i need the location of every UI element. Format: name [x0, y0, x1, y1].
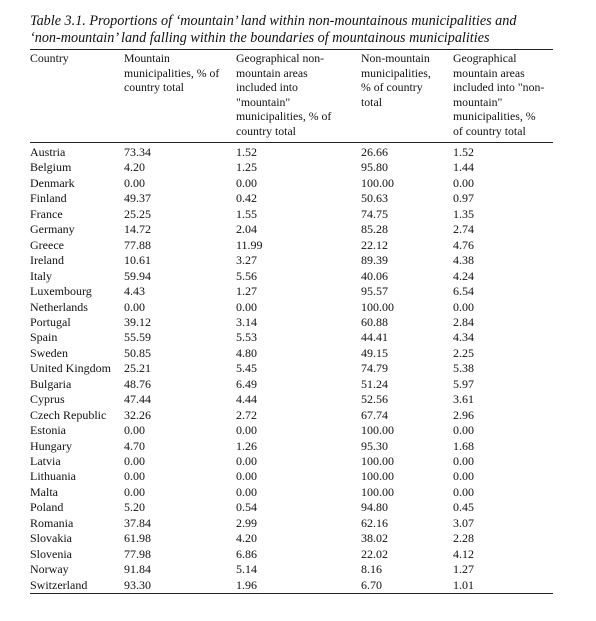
row-nonmountain-in-mountain-cell: 4.80	[236, 345, 257, 360]
row-nonmountain-municipalities-cell: 95.30	[361, 438, 388, 453]
row-nonmountain-municipalities-cell: 94.80	[361, 500, 388, 515]
header-line: municipalities, % of	[236, 109, 332, 124]
row-mountain-municipalities-cell: 39.12	[124, 314, 151, 329]
row-country-cell: Netherlands	[30, 299, 88, 314]
row-nonmountain-municipalities-cell: 67.74	[361, 407, 388, 422]
table-row	[0, 284, 596, 299]
header-country	[30, 51, 69, 66]
header-line: % of country	[361, 80, 423, 95]
row-mountain-in-nonmountain-cell: 1.01	[453, 577, 474, 592]
row-nonmountain-in-mountain-cell: 1.52	[236, 145, 257, 159]
row-country-cell: Slovenia	[30, 546, 72, 561]
header-line: of country total	[453, 123, 526, 138]
table-row	[0, 469, 596, 484]
row-nonmountain-municipalities-cell: 62.16	[361, 515, 388, 530]
row-country-cell: Hungary	[30, 438, 72, 453]
table-row	[0, 145, 596, 160]
table-row	[0, 578, 596, 593]
row-nonmountain-in-mountain-cell: 5.53	[236, 330, 257, 345]
row-nonmountain-in-mountain-cell: 0.00	[236, 484, 257, 499]
row-country-cell: Italy	[30, 268, 52, 283]
table-row	[0, 392, 596, 407]
row-mountain-municipalities-cell: 59.94	[124, 268, 151, 283]
caption-line-2: ‘non-mountain’ land falling within the boundaries of mountainous municipalities	[30, 30, 490, 46]
row-mountain-in-nonmountain-cell: 0.97	[453, 191, 474, 206]
table-row	[0, 423, 596, 438]
header-line: municipalities, % of	[124, 65, 220, 80]
header-nonmountain-in-mountain	[236, 51, 331, 139]
row-mountain-municipalities-cell: 49.37	[124, 191, 151, 206]
row-mountain-in-nonmountain-cell: 2.74	[453, 222, 474, 237]
header-line: Geographical	[453, 51, 517, 65]
header-mountain-municipalities	[124, 51, 219, 95]
row-nonmountain-in-mountain-cell: 5.56	[236, 268, 257, 283]
row-country-cell: Lithuania	[30, 469, 76, 484]
row-mountain-municipalities-cell: 14.72	[124, 222, 151, 237]
row-country-cell: Portugal	[30, 314, 71, 329]
table-row	[0, 160, 596, 175]
row-country-cell: United Kingdom	[30, 361, 111, 376]
row-nonmountain-in-mountain-cell: 1.25	[236, 160, 257, 175]
header-line: included into	[236, 80, 298, 95]
row-mountain-in-nonmountain-cell: 0.00	[453, 423, 474, 438]
header-line: Geographical non-	[236, 51, 325, 65]
row-nonmountain-municipalities-cell: 100.00	[361, 484, 394, 499]
header-line: total	[361, 94, 382, 109]
row-country-cell: Latvia	[30, 454, 61, 468]
row-nonmountain-in-mountain-cell: 1.96	[236, 577, 257, 592]
row-nonmountain-municipalities-cell: 100.00	[361, 299, 394, 314]
row-nonmountain-in-mountain-cell: 0.00	[236, 469, 257, 484]
table-row	[0, 269, 596, 284]
row-nonmountain-in-mountain-cell: 0.00	[236, 299, 257, 314]
row-mountain-municipalities-cell: 32.26	[124, 407, 151, 422]
table-row	[0, 300, 596, 315]
table-row	[0, 238, 596, 253]
row-country-cell: Norway	[30, 562, 69, 577]
table-row	[0, 516, 596, 531]
row-mountain-in-nonmountain-cell: 2.28	[453, 531, 474, 546]
table-row	[0, 361, 596, 376]
row-nonmountain-in-mountain-cell: 0.42	[236, 191, 257, 206]
row-mountain-municipalities-cell: 50.85	[124, 345, 151, 360]
row-mountain-municipalities-cell: 0.00	[124, 423, 145, 438]
row-nonmountain-in-mountain-cell: 0.00	[236, 423, 257, 438]
row-mountain-in-nonmountain-cell: 0.00	[453, 484, 474, 499]
row-mountain-in-nonmountain-cell: 2.84	[453, 314, 474, 329]
table-header-rule	[30, 142, 553, 143]
row-mountain-in-nonmountain-cell: 2.96	[453, 407, 474, 422]
row-nonmountain-in-mountain-cell: 0.54	[236, 500, 257, 515]
row-mountain-municipalities-cell: 73.34	[124, 145, 151, 159]
table-row	[0, 439, 596, 454]
row-nonmountain-in-mountain-cell: 0.00	[236, 175, 257, 190]
row-mountain-in-nonmountain-cell: 4.12	[453, 546, 474, 561]
row-mountain-in-nonmountain-cell: 0.00	[453, 175, 474, 190]
row-country-cell: Spain	[30, 330, 58, 345]
row-nonmountain-in-mountain-cell: 3.14	[236, 314, 257, 329]
row-country-cell: Czech Republic	[30, 407, 107, 422]
row-mountain-municipalities-cell: 55.59	[124, 330, 151, 345]
row-mountain-in-nonmountain-cell: 3.61	[453, 392, 474, 407]
table-row	[0, 408, 596, 423]
row-mountain-in-nonmountain-cell: 4.38	[453, 253, 474, 268]
row-mountain-in-nonmountain-cell: 5.97	[453, 376, 474, 391]
row-nonmountain-municipalities-cell: 89.39	[361, 253, 388, 268]
row-country-cell: Romania	[30, 515, 74, 530]
row-mountain-municipalities-cell: 48.76	[124, 376, 151, 391]
table-row	[0, 222, 596, 237]
table-row	[0, 253, 596, 268]
row-country-cell: Poland	[30, 500, 64, 515]
row-mountain-municipalities-cell: 0.00	[124, 469, 145, 484]
table-row	[0, 176, 596, 191]
row-country-cell: Austria	[30, 145, 66, 159]
row-mountain-municipalities-cell: 4.70	[124, 438, 145, 453]
table-caption	[30, 13, 575, 47]
header-line: Mountain	[124, 51, 170, 65]
row-nonmountain-municipalities-cell: 74.79	[361, 361, 388, 376]
row-nonmountain-municipalities-cell: 44.41	[361, 330, 388, 345]
row-mountain-municipalities-cell: 77.98	[124, 546, 151, 561]
row-nonmountain-in-mountain-cell: 2.72	[236, 407, 257, 422]
row-mountain-municipalities-cell: 5.20	[124, 500, 145, 515]
row-nonmountain-in-mountain-cell: 11.99	[236, 237, 263, 252]
header-mountain-in-nonmountain	[453, 51, 544, 139]
table-row	[0, 346, 596, 361]
table-row	[0, 377, 596, 392]
row-mountain-in-nonmountain-cell: 2.25	[453, 345, 474, 360]
row-mountain-municipalities-cell: 93.30	[124, 577, 151, 592]
row-mountain-municipalities-cell: 37.84	[124, 515, 151, 530]
row-mountain-in-nonmountain-cell: 0.00	[453, 299, 474, 314]
header-line: municipalities, %	[453, 109, 536, 124]
row-nonmountain-municipalities-cell: 22.02	[361, 546, 388, 561]
table-row	[0, 485, 596, 500]
row-country-cell: Bulgaria	[30, 376, 72, 391]
row-nonmountain-municipalities-cell: 95.57	[361, 284, 388, 299]
row-mountain-municipalities-cell: 4.20	[124, 160, 145, 175]
table-row	[0, 454, 596, 469]
row-nonmountain-in-mountain-cell: 1.55	[236, 206, 257, 221]
row-mountain-in-nonmountain-cell: 4.24	[453, 268, 474, 283]
row-nonmountain-in-mountain-cell: 3.27	[236, 253, 257, 268]
row-country-cell: Cyprus	[30, 392, 65, 407]
row-nonmountain-in-mountain-cell: 4.44	[236, 392, 257, 407]
row-mountain-municipalities-cell: 0.00	[124, 175, 145, 190]
header-line: Country	[30, 51, 69, 65]
header-line: mountain"	[453, 94, 503, 109]
row-nonmountain-municipalities-cell: 100.00	[361, 423, 394, 438]
row-mountain-in-nonmountain-cell: 1.35	[453, 206, 474, 221]
row-country-cell: Germany	[30, 222, 75, 237]
header-line: municipalities,	[361, 65, 431, 80]
header-line: "mountain"	[236, 94, 291, 109]
row-country-cell: Switzerland	[30, 577, 88, 592]
table-bottom-rule	[30, 593, 553, 594]
row-mountain-municipalities-cell: 25.21	[124, 361, 151, 376]
row-country-cell: Denmark	[30, 175, 75, 190]
row-country-cell: Estonia	[30, 423, 66, 438]
row-nonmountain-in-mountain-cell: 6.86	[236, 546, 257, 561]
table-row	[0, 562, 596, 577]
table-row	[0, 330, 596, 345]
row-nonmountain-in-mountain-cell: 2.99	[236, 515, 257, 530]
table-row	[0, 531, 596, 546]
header-line: included into "non-	[453, 80, 545, 95]
caption-line-1: Table 3.1. Proportions of ‘mountain’ land within non-mountainous municipalities and	[30, 13, 517, 29]
row-nonmountain-municipalities-cell: 50.63	[361, 191, 388, 206]
row-mountain-in-nonmountain-cell: 4.34	[453, 330, 474, 345]
row-mountain-municipalities-cell: 0.00	[124, 454, 145, 468]
table-row	[0, 547, 596, 562]
row-country-cell: Greece	[30, 237, 64, 252]
row-country-cell: Slovakia	[30, 531, 72, 546]
row-nonmountain-municipalities-cell: 26.66	[361, 145, 388, 159]
row-nonmountain-in-mountain-cell: 1.27	[236, 284, 257, 299]
row-nonmountain-municipalities-cell: 49.15	[361, 345, 388, 360]
row-nonmountain-municipalities-cell: 51.24	[361, 376, 388, 391]
header-line: country total	[124, 80, 184, 95]
row-mountain-in-nonmountain-cell: 0.45	[453, 500, 474, 515]
row-nonmountain-municipalities-cell: 6.70	[361, 577, 382, 592]
row-mountain-municipalities-cell: 10.61	[124, 253, 151, 268]
row-nonmountain-in-mountain-cell: 0.00	[236, 454, 257, 468]
row-mountain-in-nonmountain-cell: 0.00	[453, 469, 474, 484]
row-mountain-municipalities-cell: 0.00	[124, 484, 145, 499]
row-country-cell: Malta	[30, 484, 58, 499]
row-mountain-in-nonmountain-cell: 3.07	[453, 515, 474, 530]
header-nonmountain-municipalities	[361, 51, 431, 109]
row-mountain-municipalities-cell: 47.44	[124, 392, 151, 407]
header-line: country total	[236, 123, 296, 138]
table-row	[0, 315, 596, 330]
row-mountain-in-nonmountain-cell: 5.38	[453, 361, 474, 376]
header-line: mountain areas	[453, 65, 525, 80]
row-mountain-municipalities-cell: 77.88	[124, 237, 151, 252]
row-nonmountain-municipalities-cell: 100.00	[361, 454, 394, 468]
row-country-cell: Belgium	[30, 160, 72, 175]
row-nonmountain-municipalities-cell: 40.06	[361, 268, 388, 283]
row-country-cell: Sweden	[30, 345, 68, 360]
row-nonmountain-in-mountain-cell: 2.04	[236, 222, 257, 237]
row-nonmountain-municipalities-cell: 74.75	[361, 206, 388, 221]
row-mountain-in-nonmountain-cell: 1.68	[453, 438, 474, 453]
row-mountain-municipalities-cell: 0.00	[124, 299, 145, 314]
row-mountain-in-nonmountain-cell: 1.44	[453, 160, 474, 175]
row-nonmountain-municipalities-cell: 22.12	[361, 237, 388, 252]
row-nonmountain-municipalities-cell: 52.56	[361, 392, 388, 407]
row-mountain-municipalities-cell: 4.43	[124, 284, 145, 299]
row-mountain-municipalities-cell: 25.25	[124, 206, 151, 221]
row-nonmountain-municipalities-cell: 85.28	[361, 222, 388, 237]
header-line: Non-mountain	[361, 51, 430, 65]
row-nonmountain-in-mountain-cell: 1.26	[236, 438, 257, 453]
header-line: mountain areas	[236, 65, 308, 80]
row-nonmountain-municipalities-cell: 8.16	[361, 562, 382, 577]
row-nonmountain-in-mountain-cell: 5.14	[236, 562, 257, 577]
row-mountain-in-nonmountain-cell: 4.76	[453, 237, 474, 252]
row-country-cell: France	[30, 206, 63, 221]
row-nonmountain-municipalities-cell: 100.00	[361, 469, 394, 484]
row-nonmountain-municipalities-cell: 38.02	[361, 531, 388, 546]
row-mountain-municipalities-cell: 61.98	[124, 531, 151, 546]
row-mountain-in-nonmountain-cell: 1.27	[453, 562, 474, 577]
row-nonmountain-in-mountain-cell: 5.45	[236, 361, 257, 376]
row-mountain-municipalities-cell: 91.84	[124, 562, 151, 577]
table-row	[0, 191, 596, 206]
row-mountain-in-nonmountain-cell: 1.52	[453, 145, 474, 159]
table-row	[0, 207, 596, 222]
row-country-cell: Luxembourg	[30, 284, 92, 299]
table-row	[0, 500, 596, 515]
row-nonmountain-municipalities-cell: 100.00	[361, 175, 394, 190]
row-nonmountain-municipalities-cell: 60.88	[361, 314, 388, 329]
row-country-cell: Ireland	[30, 253, 64, 268]
row-nonmountain-in-mountain-cell: 6.49	[236, 376, 257, 391]
row-mountain-in-nonmountain-cell: 0.00	[453, 454, 474, 468]
row-mountain-in-nonmountain-cell: 6.54	[453, 284, 474, 299]
row-nonmountain-in-mountain-cell: 4.20	[236, 531, 257, 546]
table-top-rule	[30, 49, 553, 50]
row-nonmountain-municipalities-cell: 95.80	[361, 160, 388, 175]
row-country-cell: Finland	[30, 191, 67, 206]
